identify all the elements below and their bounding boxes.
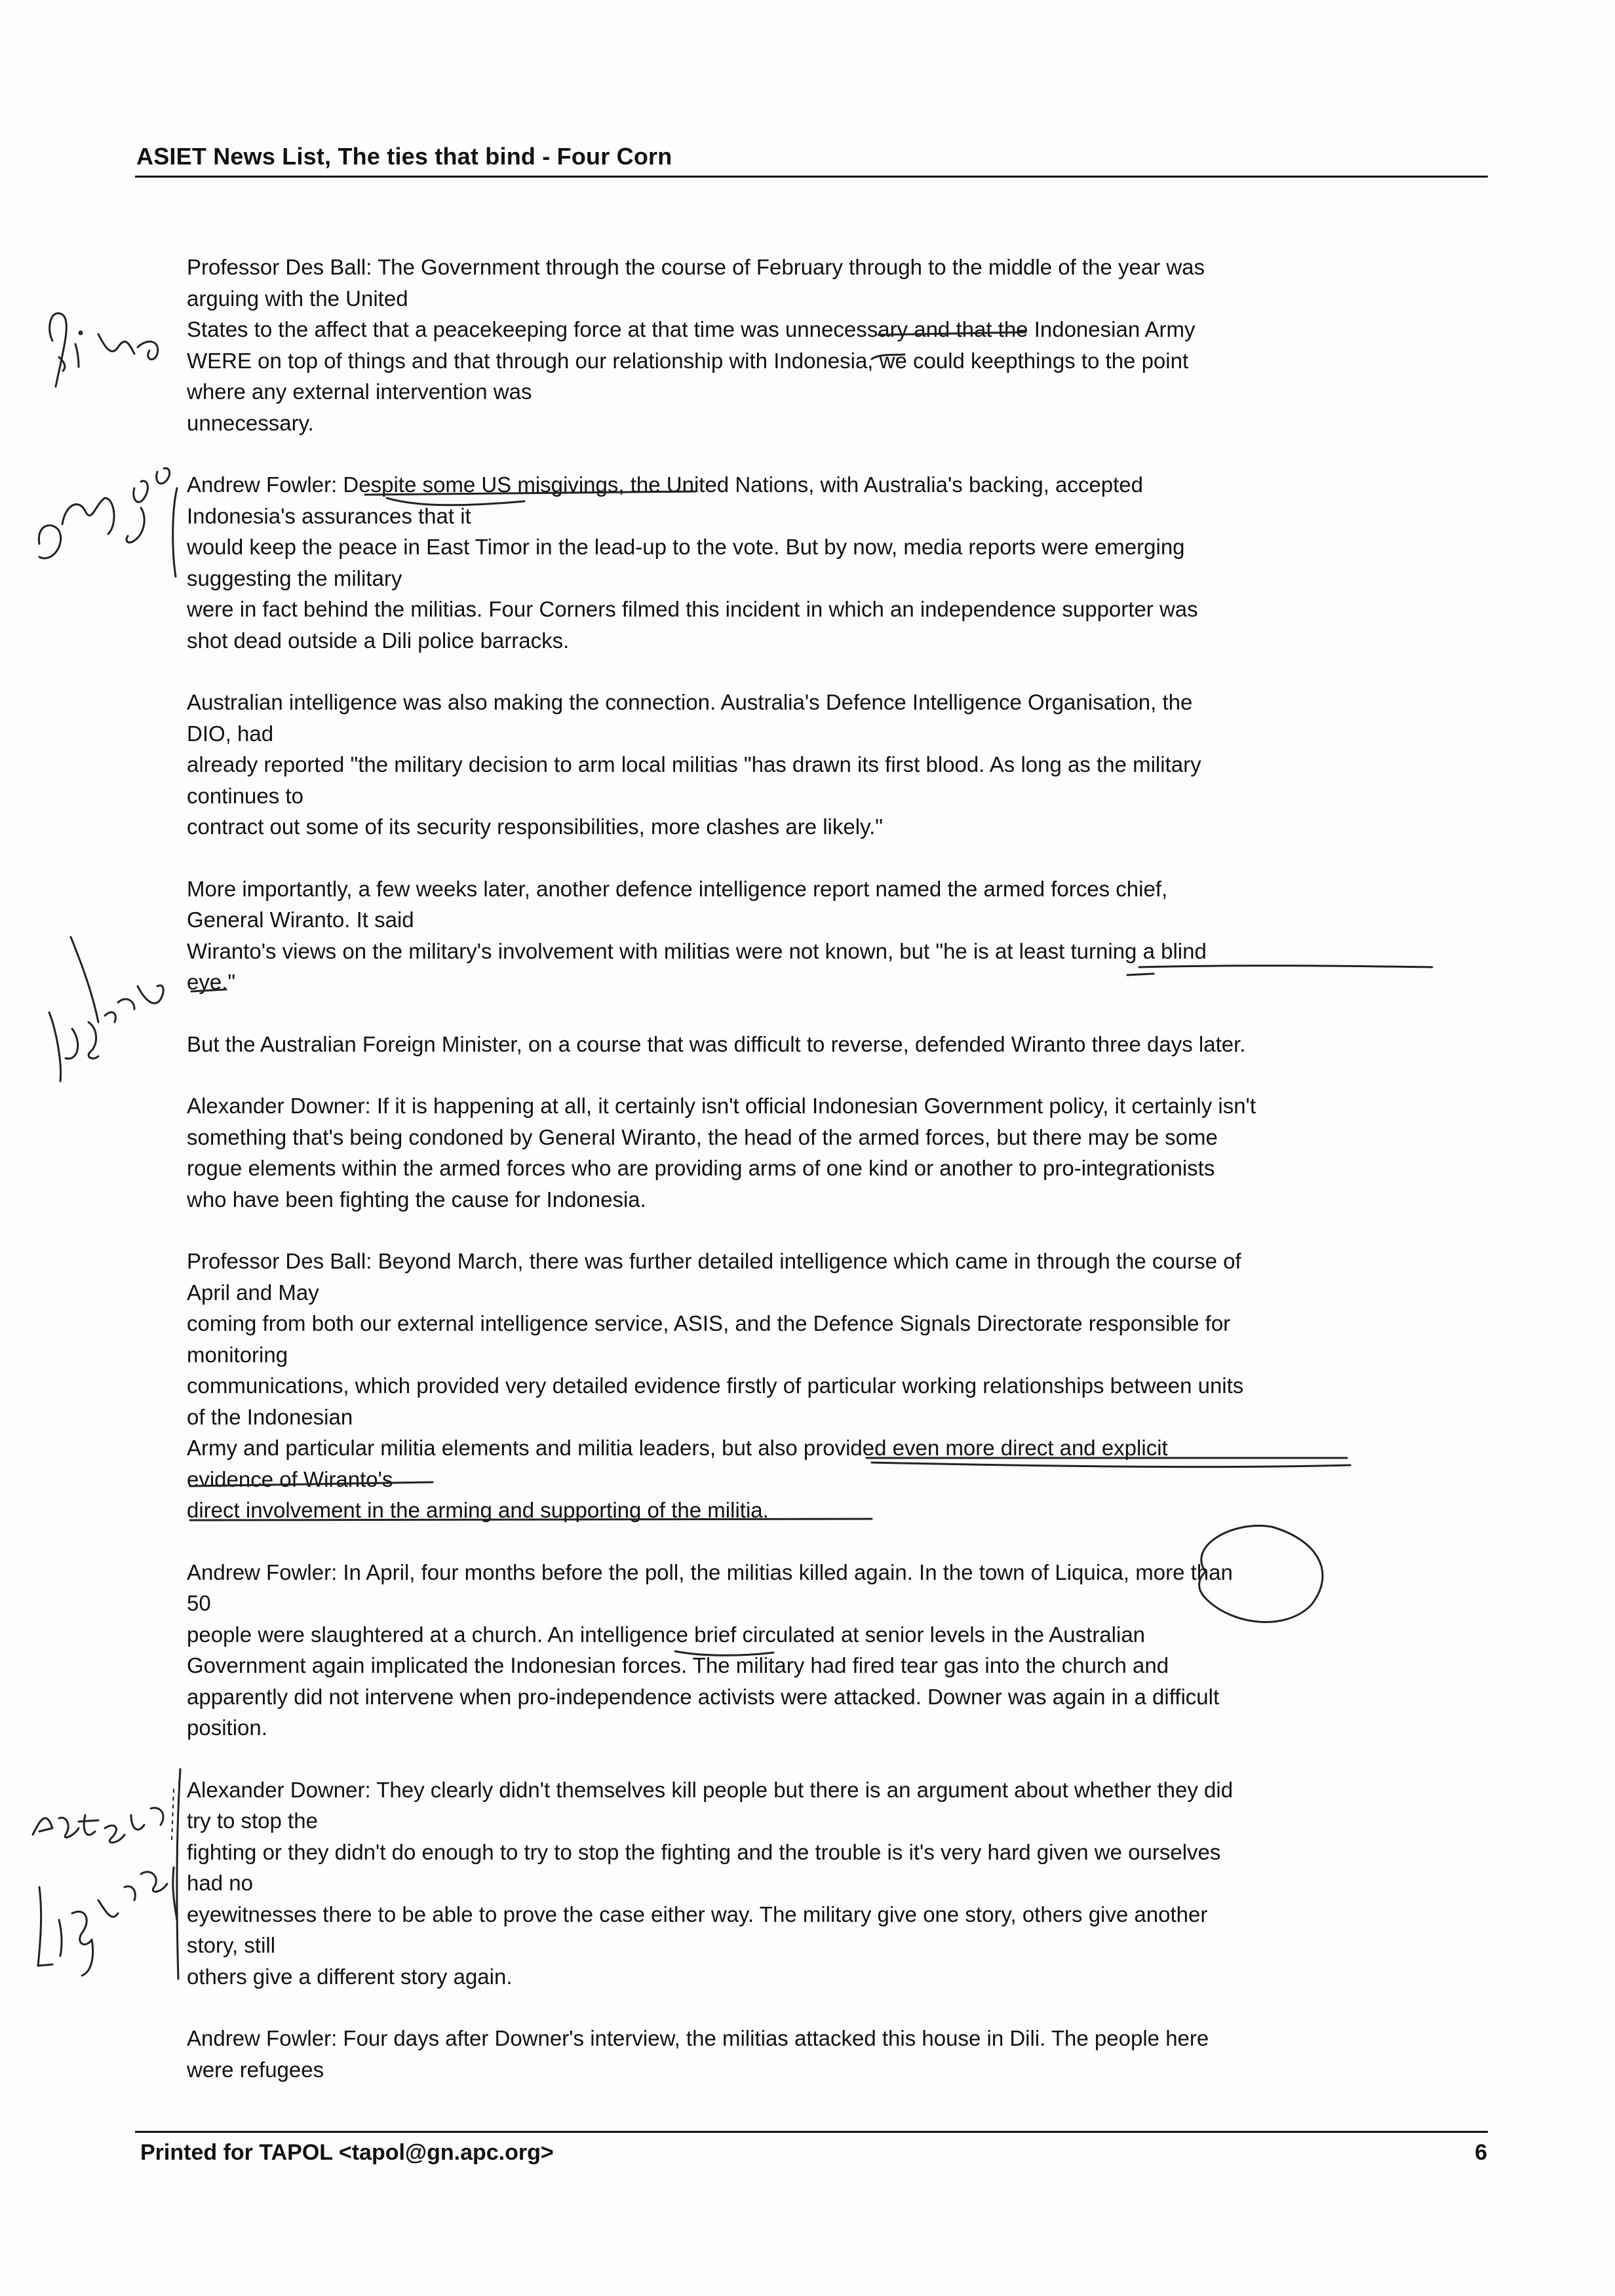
bracket-mark bbox=[177, 1769, 180, 1979]
text-line: fighting or they didn't do enough to try to stop the fighting and the trouble is it's very hard given we ourselves bbox=[187, 1839, 1221, 1864]
text-line: Professor Des Ball: Beyond March, there was further detailed intelligence which came in through the course of bbox=[187, 1249, 1241, 1273]
text-line: Professor Des Ball: The Government through the course of February through to the middle of the year was bbox=[187, 255, 1205, 279]
header-title: ASIET News List, The ties that bind - Four Corn bbox=[136, 143, 672, 170]
text-line: evidence of Wiranto's bbox=[187, 1466, 393, 1491]
text-line: DIO, had bbox=[187, 721, 274, 746]
paragraph bbox=[187, 873, 1442, 998]
text-line: apparently did not intervene when pro-independence activists were attacked. Downer was again in a difficult bbox=[187, 1684, 1220, 1709]
text-line: had no bbox=[187, 1871, 253, 1895]
text-line: shot dead outside a Dili police barracks. bbox=[187, 628, 570, 653]
text-line: Alexander Downer: They clearly didn't themselves kill people but there is an argument about whether they did bbox=[187, 1777, 1234, 1802]
text-line: direct involvement in the arming and supporting of the militia. bbox=[187, 1498, 769, 1522]
bracket-mark bbox=[172, 1789, 174, 1841]
margin-note-3 bbox=[49, 937, 163, 1081]
text-line: eye." bbox=[187, 970, 236, 994]
text-line: something that's being condoned by General Wiranto, the head of the armed forces, but there may be some bbox=[187, 1124, 1218, 1149]
text-line: rogue elements within the armed forces who are providing arms of one kind or another to pro-integrationists bbox=[187, 1156, 1215, 1180]
footer-printed-for: Printed for TAPOL <tapol@gn.apc.org> bbox=[140, 2140, 554, 2165]
text-line: story, still bbox=[187, 1933, 276, 1957]
text-line: But the Australian Foreign Minister, on a course that was difficult to reverse, defended Wiranto three days later. bbox=[187, 1031, 1246, 1056]
text-line: were in fact behind the militias. Four Corners filmed this incident in which an independence supporter was bbox=[187, 597, 1198, 621]
text-line: others give a different story again. bbox=[187, 1964, 513, 1989]
paragraph bbox=[187, 1246, 1442, 1526]
header-rule bbox=[135, 176, 1488, 178]
text-line: continues to bbox=[187, 783, 303, 808]
text-line: Wiranto's views on the military's involvement with militias were not known, but "he is at least turning a blind bbox=[187, 938, 1207, 963]
paragraph bbox=[187, 252, 1442, 438]
text-line: people were slaughtered at a church. An intelligence brief circulated at senior levels in the Australian bbox=[187, 1622, 1146, 1647]
text-line: Australian intelligence was also making the connection. Australia's Defence Intelligence Organisation, the bbox=[187, 690, 1193, 714]
text-line: where any external intervention was bbox=[187, 379, 532, 404]
margin-note-4 bbox=[33, 1808, 177, 1976]
text-line: Indonesia's assurances that it bbox=[187, 503, 471, 528]
text-line: Andrew Fowler: In April, four months before the poll, the militias killed again. In the town of Liquica, more than bbox=[187, 1559, 1233, 1584]
text-line: eyewitnesses there to be able to prove the case either way. The military give one story, others give another bbox=[187, 1902, 1208, 1926]
margin-note-1 bbox=[50, 313, 158, 387]
text-line: 50 bbox=[187, 1591, 211, 1615]
paragraph bbox=[187, 1029, 1442, 1060]
text-line: April and May bbox=[187, 1280, 319, 1305]
text-line: of the Indonesian bbox=[187, 1404, 353, 1429]
text-line: General Wiranto. It said bbox=[187, 908, 414, 932]
margin-note-2 bbox=[39, 468, 177, 577]
paragraph bbox=[187, 687, 1442, 843]
page-number: 6 bbox=[1475, 2140, 1487, 2165]
text-line: coming from both our external intelligence service, ASIS, and the Defence Signals Directorate responsible for bbox=[187, 1311, 1231, 1335]
text-line: Alexander Downer: If it is happening at all, it certainly isn't official Indonesian Government policy, it certainly isn't bbox=[187, 1094, 1256, 1118]
text-line: Government again implicated the Indonesian forces. The military had fired tear gas into the church and bbox=[187, 1653, 1169, 1677]
text-line: suggesting the military bbox=[187, 565, 402, 590]
text-line: unnecessary. bbox=[187, 410, 314, 435]
paragraph bbox=[187, 469, 1442, 656]
paragraph bbox=[187, 1090, 1442, 1215]
text-line: States to the affect that a peacekeeping force at that time was unnecessary and that the Indonesian Army bbox=[187, 317, 1196, 341]
text-line: were refugees bbox=[187, 2057, 324, 2082]
document-header bbox=[136, 143, 1487, 170]
text-line: Army and particular militia elements and militia leaders, but also provided even more direct and explicit bbox=[187, 1436, 1168, 1460]
text-line: Andrew Fowler: Despite some US misgivings, the United Nations, with Australia's backing, accepted bbox=[187, 472, 1143, 497]
footer-rule bbox=[135, 2131, 1488, 2133]
text-line: contract out some of its security responsibilities, more clashes are likely." bbox=[187, 814, 884, 839]
text-line: would keep the peace in East Timor in the lead-up to the vote. But by now, media reports were emerging bbox=[187, 535, 1185, 559]
text-line: position. bbox=[187, 1715, 267, 1740]
paragraph bbox=[187, 2023, 1442, 2085]
paragraph bbox=[187, 1774, 1442, 1993]
paragraph bbox=[187, 1557, 1442, 1744]
text-line: More importantly, a few weeks later, another defence intelligence report named the armed forces chief, bbox=[187, 876, 1168, 901]
text-line: WERE on top of things and that through our relationship with Indonesia, we could keepthings to the point bbox=[187, 348, 1189, 373]
text-line: arguing with the United bbox=[187, 286, 408, 311]
document-body bbox=[187, 252, 1442, 2116]
text-line: Andrew Fowler: Four days after Downer's interview, the militias attacked this house in Dili. The people here bbox=[187, 2026, 1209, 2050]
text-line: already reported "the military decision to arm local militias "has drawn its first blood. As long as the military bbox=[187, 752, 1201, 776]
text-line: monitoring bbox=[187, 1342, 288, 1367]
text-line: try to stop the bbox=[187, 1808, 318, 1833]
text-line: who have been fighting the cause for Indonesia. bbox=[187, 1187, 646, 1212]
document-footer bbox=[140, 2140, 1487, 2166]
text-line: communications, which provided very detailed evidence firstly of particular working relationships between units bbox=[187, 1373, 1244, 1398]
